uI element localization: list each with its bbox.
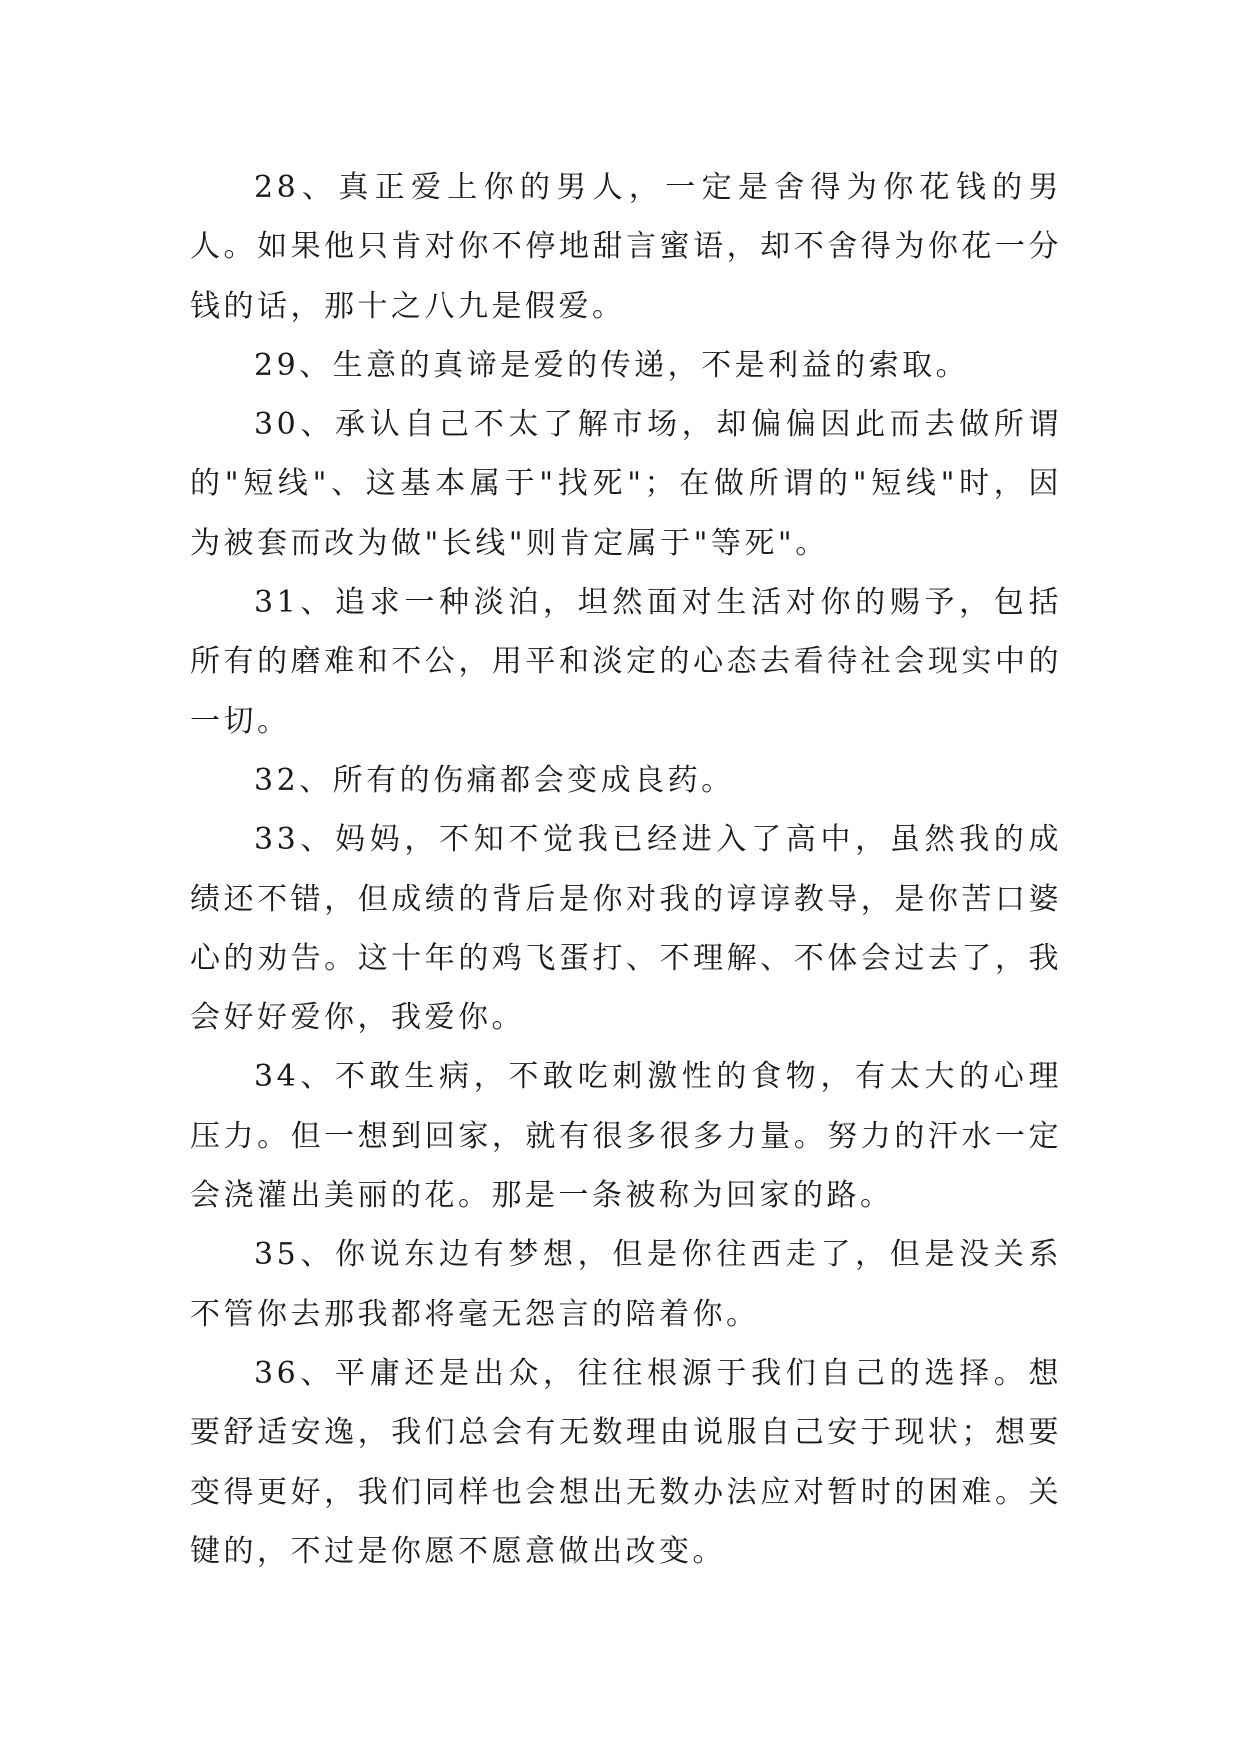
paragraph-29: 29、生意的真谛是爱的传递，不是利益的索取。 <box>254 347 970 383</box>
paragraph-34: 34、不敢生病，不敢吃刺激性的食物，有太大的心理压力。但一想到回家，就有很多很多力量。努力的汗水一定会浇灌出美丽的花。那是一条被称为回家的路。 <box>190 1059 1062 1214</box>
paragraph-35: 35、你说东边有梦想，但是你往西走了，但是没关系不管你去那我都将毫无怨言的陪着你。 <box>190 1237 1062 1332</box>
paragraph-30: 30、承认自己不太了解市场，却偏偏因此而去做所谓的"短线"、这基本属于"找死"；在做所谓的"短线"时，因为被套而改为做"长线"则肯定属于"等死"。 <box>190 407 1062 561</box>
document-body <box>190 158 1062 1581</box>
paragraph-31: 31、追求一种淡泊，坦然面对生活对你的赐予，包括所有的磨难和不公，用平和淡定的心态去看待社会现实中的一切。 <box>190 585 1062 739</box>
paragraph-33: 33、妈妈，不知不觉我已经进入了高中，虽然我的成绩还不错，但成绩的背后是你对我的谆谆教导，是你苦口婆心的劝告。这十年的鸡飞蛋打、不理解、不体会过去了，我会好好爱你，我爱你。 <box>190 822 1062 1036</box>
paragraph-32: 32、所有的伤痛都会变成良药。 <box>254 762 735 798</box>
paragraph-28: 28、真正爱上你的男人，一定是舍得为你花钱的男人。如果他只肯对你不停地甜言蜜语，却不舍得为你花一分钱的话，那十之八九是假爱。 <box>190 170 1062 324</box>
paragraph-36: 36、平庸还是出众，往往根源于我们自己的选择。想要舒适安逸，我们总会有无数理由说服自己安于现状；想要变得更好，我们同样也会想出无数办法应对暂时的困难。关键的，不过是你愿不愿意做出改变。 <box>190 1355 1062 1569</box>
